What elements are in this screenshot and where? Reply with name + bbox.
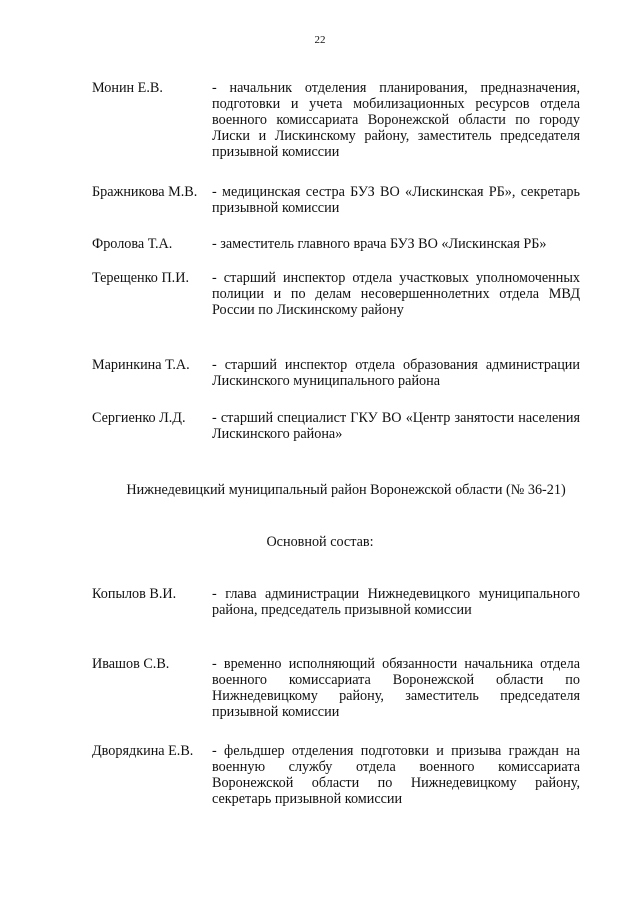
member-name: Бражникова М.В. [92, 184, 198, 200]
member-role: - глава администрации Нижнедевицкого муниципального района, председатель призывной комиссии [212, 586, 580, 618]
member-role: - фельдшер отделения подготовки и призыва граждан на военную службу отдела военного комиссариата Воронежской области по Нижнедевицкому району, секретарь призывной комиссии [212, 743, 580, 807]
member-role: - временно исполняющий обязанности начальника отдела военного комиссариата Воронежской области по Нижнедевицкому району, заместитель председателя призывной комиссии [212, 656, 580, 720]
member-entry [92, 184, 580, 216]
member-name: Дворядкина Е.В. [92, 743, 194, 759]
member-name: Ивашов С.В. [92, 656, 170, 672]
member-name: Маринкина Т.А. [92, 357, 190, 373]
page-number: 22 [314, 34, 326, 46]
member-entry [92, 236, 580, 252]
member-entry [92, 656, 580, 720]
district-heading: Нижнедевицкий муниципальный район Воронежской области (№ 36-21) [126, 482, 566, 498]
member-entry [92, 270, 580, 318]
member-role: - начальник отделения планирования, предназначения, подготовки и учета мобилизационных ресурсов отдела военного комиссариата Воронежской области по городу Лиски и Лискинскому району, заместитель председателя призывной комиссии [212, 80, 580, 160]
member-name: Терещенко П.И. [92, 270, 190, 286]
member-entry [92, 410, 580, 442]
member-entry [92, 586, 580, 618]
member-role: - медицинская сестра БУЗ ВО «Лискинская РБ», секретарь призывной комиссии [212, 184, 580, 216]
member-role: - старший инспектор отдела образования администрации Лискинского муниципального района [212, 357, 580, 389]
member-name: Монин Е.В. [92, 80, 163, 96]
member-role: - заместитель главного врача БУЗ ВО «Лискинская РБ» [212, 236, 547, 252]
member-entry [92, 357, 580, 389]
member-name: Фролова Т.А. [92, 236, 173, 252]
member-entry [92, 80, 580, 160]
member-name: Копылов В.И. [92, 586, 177, 602]
member-name: Сергиенко Л.Д. [92, 410, 186, 426]
member-role: - старший инспектор отдела участковых уполномоченных полиции и по делам несовершеннолетних отдела МВД России по Лискинскому району [212, 270, 580, 318]
composition-heading: Основной состав: [266, 534, 374, 550]
member-role: - старший специалист ГКУ ВО «Центр занятости населения Лискинского района» [212, 410, 580, 442]
member-entry [92, 743, 580, 807]
